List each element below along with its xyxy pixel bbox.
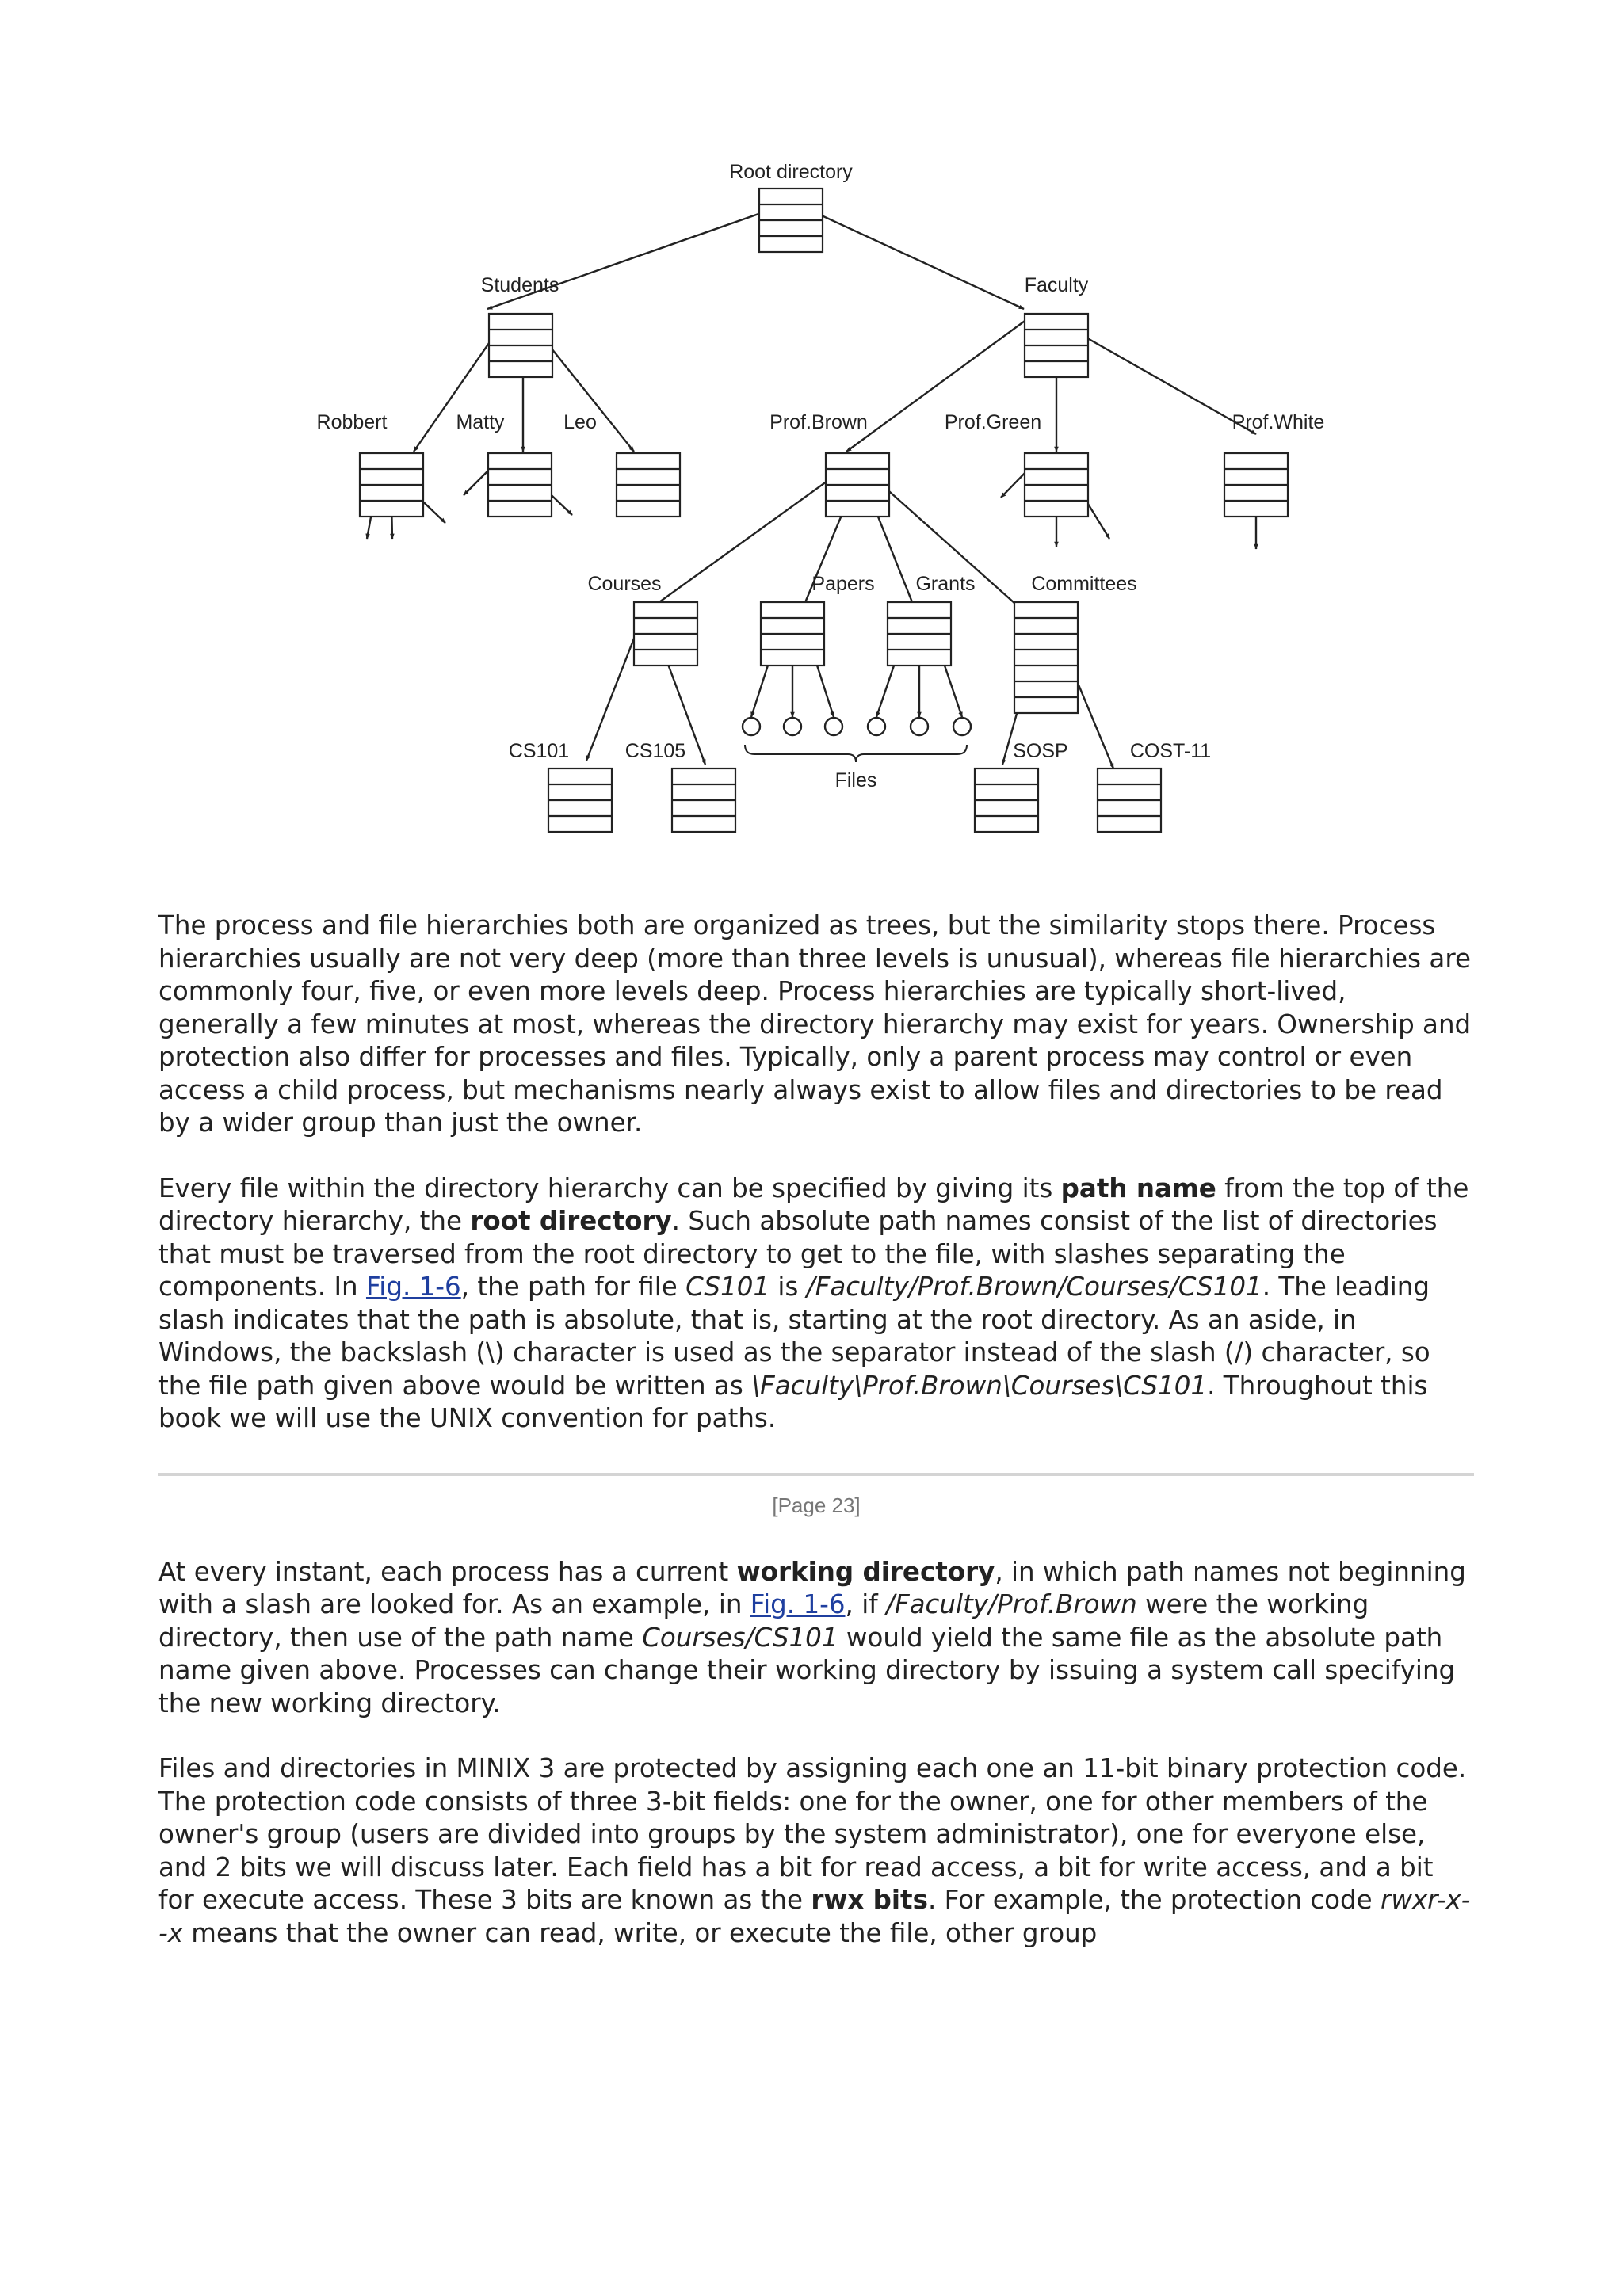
italic-cs101: CS101: [685, 1272, 770, 1302]
label-grants: Grants: [915, 573, 976, 595]
dir-box-robbert: [360, 453, 423, 517]
dir-box-sosp: [975, 769, 1038, 832]
italic-windows-path: \Faculty\Prof.Brown\Courses\CS101: [751, 1370, 1208, 1401]
label-papers: Papers: [812, 573, 875, 595]
dir-box-faculty: [1025, 314, 1088, 377]
label-root-directory: Root directory: [729, 161, 853, 183]
italic-prof-brown-path: /Faculty/Prof.Brown: [886, 1589, 1137, 1619]
paragraph-hierarchies: The process and file hierarchies both are organized as trees, but the similarity stops there. Process hierarchies usually are not very deep (more than three levels is unusual), whereas file hierarchies are commonly four, five, or even more levels deep. Process hierarchies are typically short-lived, generally a few minutes at most, whereas the directory hierarchy may exist for years. Ownership and protection also differ for processes and files. Typically, only a parent process may control or even access a child process, but mechanisms nearly always exist to allow files and directories to be read by a wider group than just the owner.: [158, 910, 1472, 1138]
file-circle: [868, 718, 885, 735]
dir-box-leo: [617, 453, 680, 517]
label-committees: Committees: [1031, 573, 1137, 595]
text-run: means that the owner can read, write, or execute the file, other group: [182, 1917, 1098, 1948]
term-rwx-bits: rwx bits: [811, 1885, 928, 1915]
text-run: . Throughout this book we will use the UNIX convention for paths.: [158, 1370, 1428, 1433]
file-circle: [825, 718, 842, 735]
paragraph-protection: [158, 1753, 1474, 1950]
directory-tree-figure: [0, 0, 1623, 871]
label-courses: Courses: [587, 573, 662, 595]
dir-box-prof-white: [1224, 453, 1288, 517]
dir-box-prof-brown: [826, 453, 889, 517]
text-run: Every file within the directory hierarchy can be specified by giving its: [158, 1173, 1061, 1203]
dir-box-grants: [888, 602, 951, 666]
dir-box-students: [489, 314, 552, 377]
text-run: Files and directories in MINIX 3 are protected by assigning each one an 11-bit binary protection code. The protection code consists of three 3-bit fields: one for the owner, one for other members of the owner's group (users are divided into groups by the system administrator), one for everyone else, and 2 bits we will discuss later. Each field has a bit for read access, a bit for write access, and a bit for execute access. These 3 bits are known as the: [158, 1753, 1467, 1915]
fig-1-6-link[interactable]: Fig. 1-6: [750, 1589, 846, 1619]
label-matty: Matty: [456, 411, 505, 433]
dir-box-committees: [1014, 602, 1078, 713]
paragraph-path-name: [158, 1173, 1474, 1436]
body-text: [158, 910, 1474, 1982]
label-prof-white: Prof.White: [1232, 411, 1325, 433]
file-nodes: [743, 718, 971, 735]
label-faculty: Faculty: [1024, 274, 1089, 296]
label-cs105: CS105: [624, 740, 686, 762]
label-files: Files: [834, 769, 877, 791]
italic-relative-path: Courses/CS101: [642, 1622, 838, 1653]
file-circle: [784, 718, 801, 735]
file-circle: [743, 718, 760, 735]
text-run: , if: [845, 1589, 886, 1619]
label-robbert: Robbert: [316, 411, 388, 433]
text-run: . For example, the protection code: [927, 1885, 1381, 1915]
page-number: [Page 23]: [772, 1493, 861, 1517]
label-prof-green: Prof.Green: [944, 411, 1042, 433]
text-run: . The leading slash indicates that the path is absolute, that is, starting at the root directory. As an aside, in Windows, the backslash (\) character is used as the separator instead of the slash (/) character, so the file path given above would be written as: [158, 1272, 1430, 1401]
dir-box-papers: [761, 602, 824, 666]
label-leo: Leo: [563, 411, 597, 433]
page-divider: [158, 1473, 1474, 1476]
text-run: is: [769, 1272, 807, 1302]
paragraph-working-directory: [158, 1556, 1474, 1721]
fig-1-6-link[interactable]: Fig. 1-6: [365, 1272, 461, 1302]
italic-protection-code: rwxr-x--x: [158, 1885, 1471, 1948]
text-run: would yield the same file as the absolute path name given above. Processes can change their working directory by issuing a system call specifying the new working directory.: [158, 1622, 1456, 1718]
files-brace: [745, 745, 967, 762]
dir-box-root: [759, 189, 823, 252]
label-cs101: CS101: [508, 740, 570, 762]
dir-box-prof-green: [1025, 453, 1088, 517]
text-run: , the path for file: [460, 1272, 686, 1302]
dir-box-cost-11: [1098, 769, 1161, 832]
dir-box-cs105: [672, 769, 735, 832]
file-circle: [911, 718, 928, 735]
text-run: from the top of the directory hierarchy, the: [158, 1173, 1469, 1236]
label-prof-brown: Prof.Brown: [769, 411, 868, 433]
dir-box-matty: [488, 453, 552, 517]
label-students: Students: [480, 274, 559, 296]
term-root-directory: root directory: [470, 1206, 672, 1236]
term-working-directory: working directory: [736, 1556, 995, 1587]
italic-unix-path: /Faculty/Prof.Brown/Courses/CS101: [806, 1272, 1262, 1302]
text-run: . Such absolute path names consist of the list of directories that must be traversed from the root directory to get to the file, with slashes separating the components. In: [158, 1206, 1438, 1302]
text-run: were the working directory, then use of the path name: [158, 1589, 1369, 1653]
file-circle: [953, 718, 971, 735]
term-path-name: path name: [1060, 1173, 1216, 1203]
dir-box-courses: [634, 602, 697, 666]
dir-box-cs101: [548, 769, 612, 832]
text-run: , in which path names not beginning with a slash are looked for. As an example, in: [158, 1556, 1466, 1619]
label-sosp: SOSP: [1013, 740, 1068, 762]
text-run: At every instant, each process has a current: [158, 1556, 737, 1587]
label-cost-11: COST-11: [1129, 740, 1212, 762]
